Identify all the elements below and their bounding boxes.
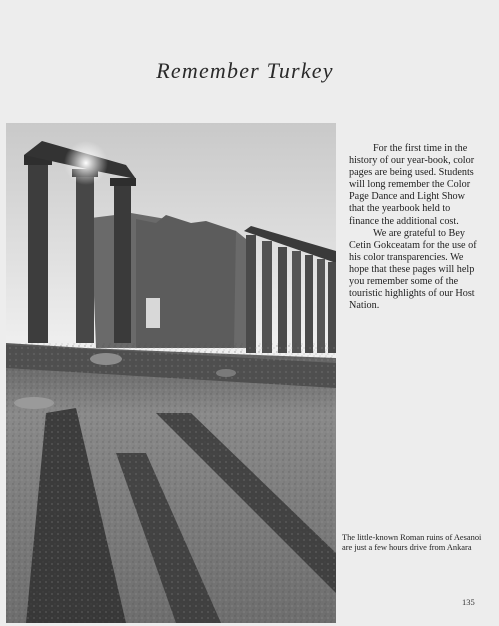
intro-paragraph-1: For the first time in the history of our year-book, color pages are being used. Students will long remember the Color Page Dance and Light Show that the yearbook held to finance the additional cost. <box>349 143 475 227</box>
photo-caption: The little-known Roman ruins of Aesanoi are just a few hours drive from Ankara <box>342 533 482 552</box>
intro-paragraph-2: We are grateful to Bey Cetin Gokceatam for the use of his color transparencies. We hope that these pages will help you remember some of the touristic highlights of our Host Nation. <box>349 227 477 312</box>
intro-text <box>349 143 482 312</box>
page-title: Remember Turkey <box>156 58 334 83</box>
roman-ruins-photo <box>6 123 336 623</box>
page-number: 135 <box>462 597 475 607</box>
